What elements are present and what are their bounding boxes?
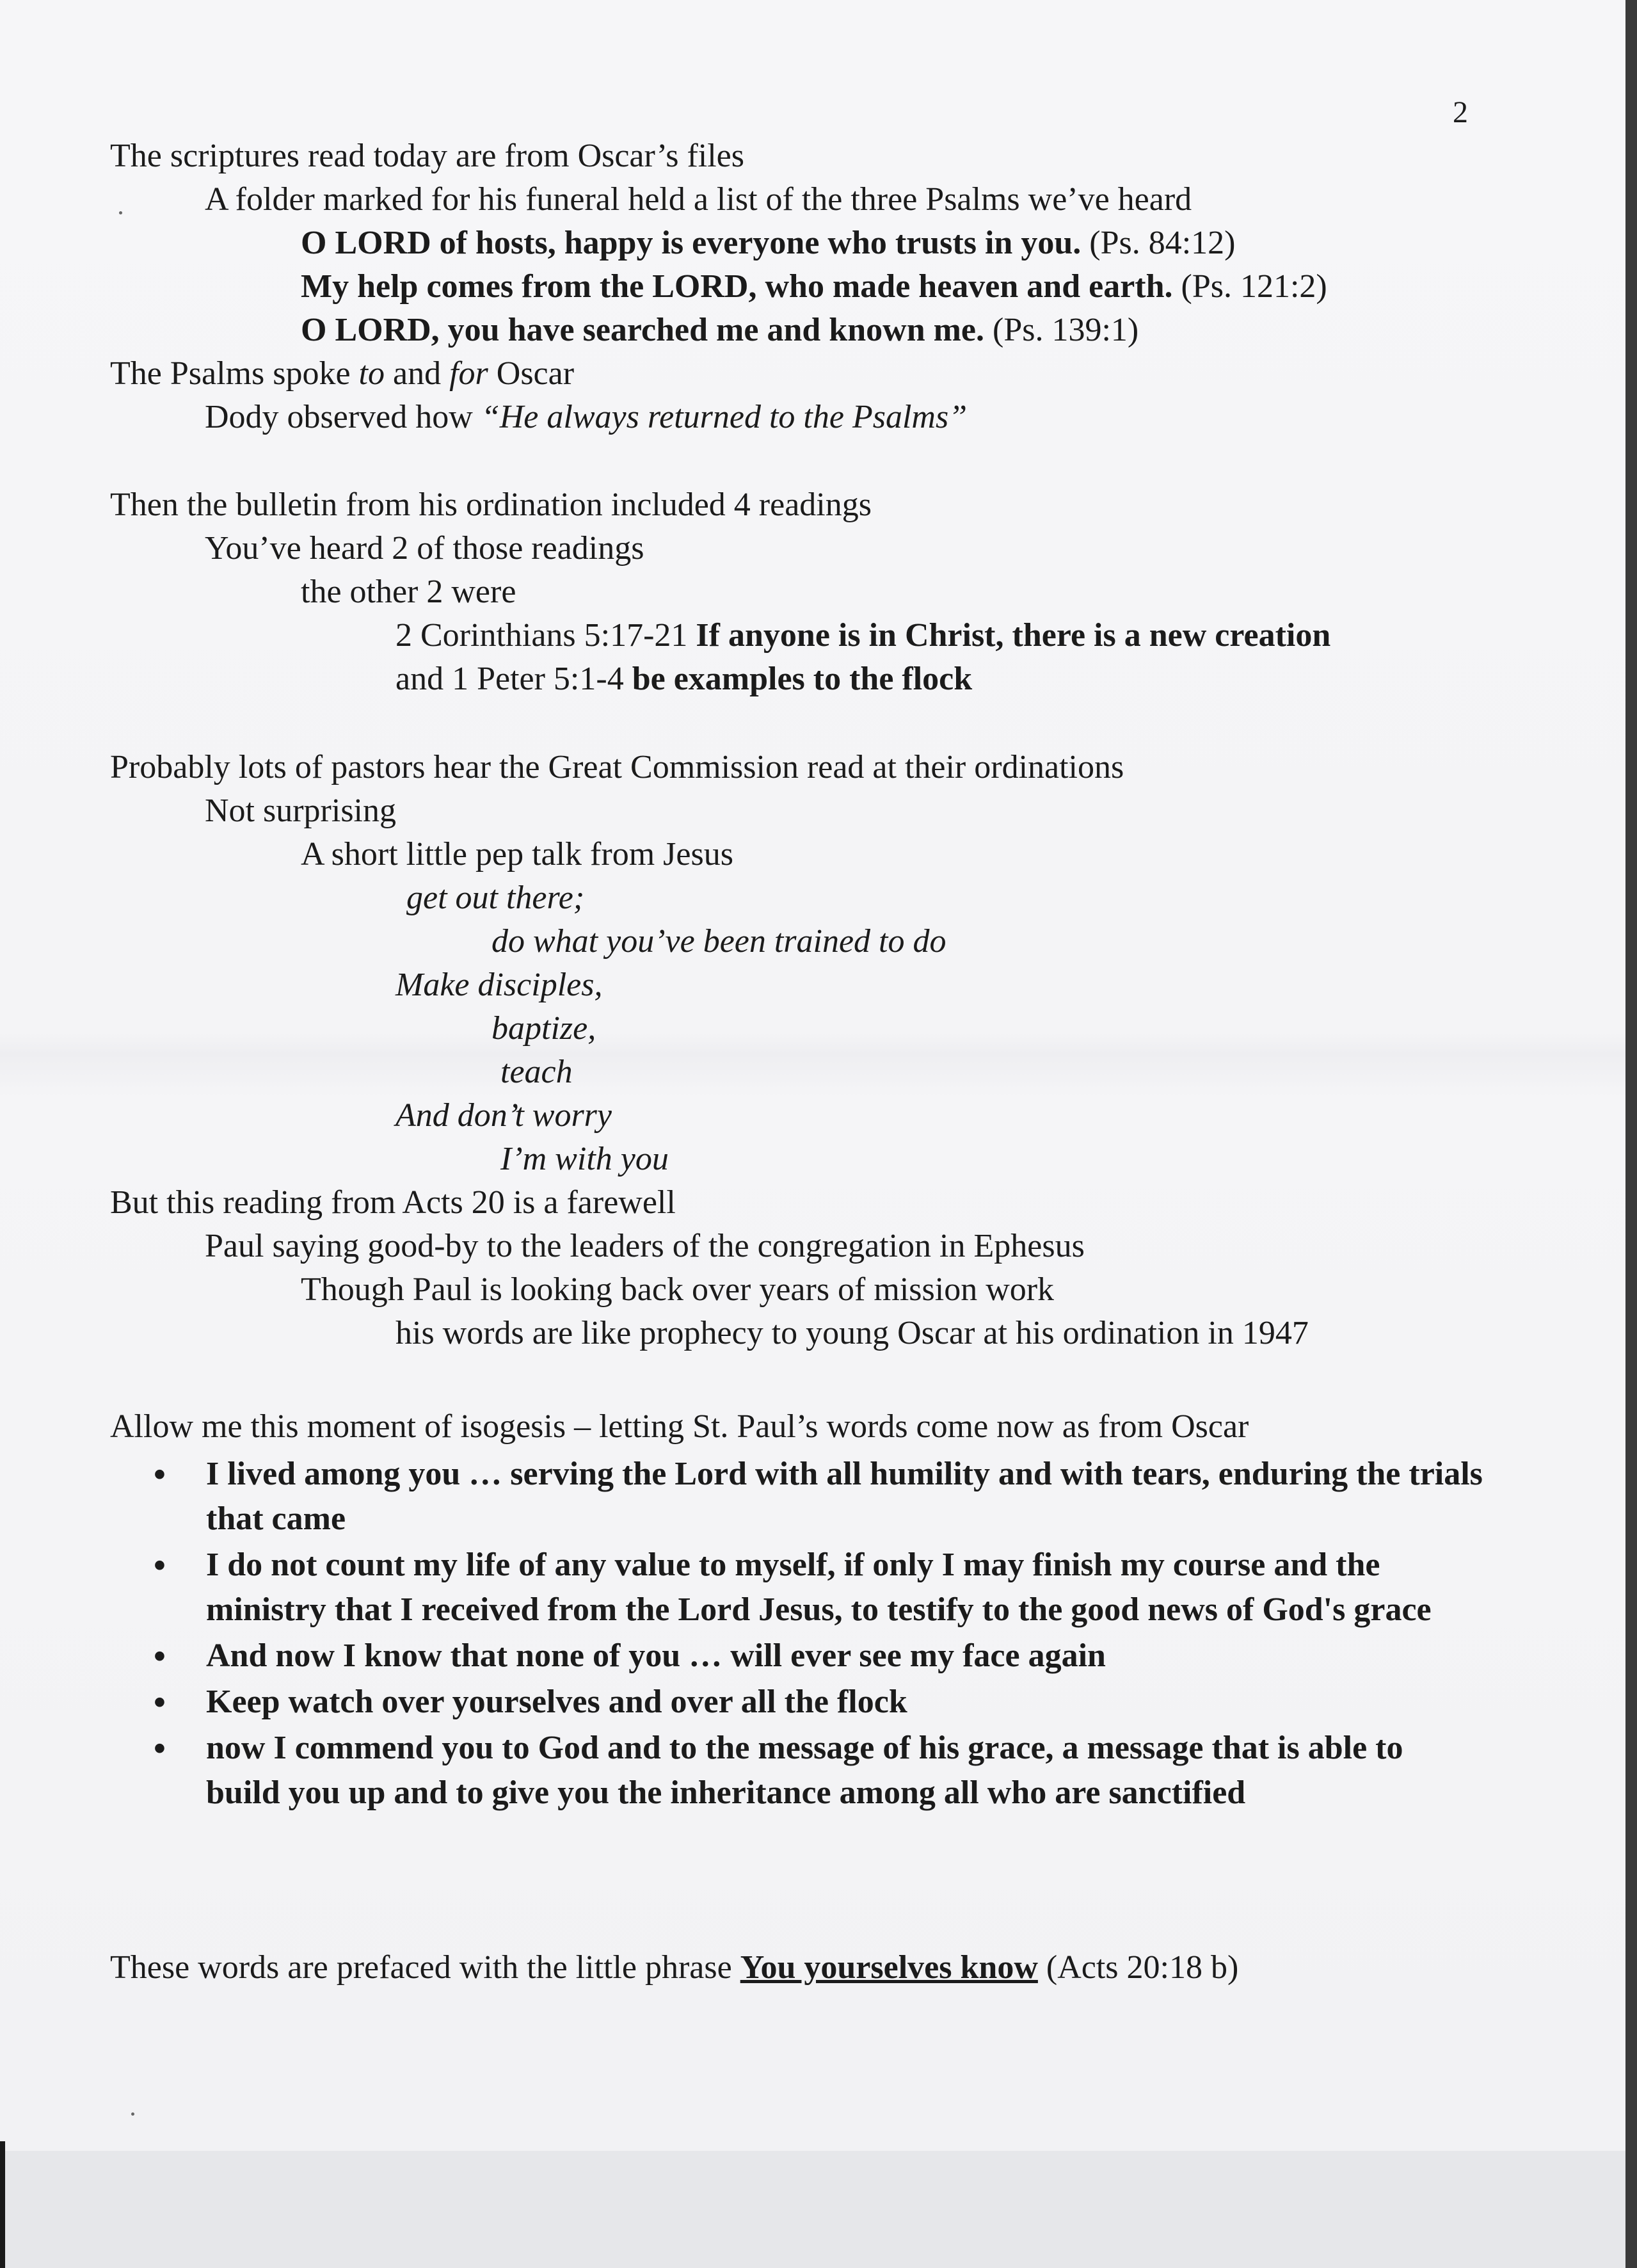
- reading-2-line: [395, 657, 972, 701]
- psalm-ref: (Ps. 121:2): [1181, 268, 1327, 305]
- dont-worry-line: [395, 1094, 612, 1138]
- scan-speck: [119, 211, 122, 214]
- prophecy-line: his words are like prophecy to young Oscar at his ordination in 1947: [395, 1315, 1309, 1351]
- page-number: 2: [1453, 95, 1468, 129]
- text-run-italic: for: [449, 355, 488, 392]
- underlined-phrase: You yourselves know: [740, 1949, 1038, 1986]
- pep-talk-line: A short little pep talk from Jesus: [301, 836, 733, 873]
- scan-left-edge: [0, 2141, 5, 2268]
- italic-text: baptize,: [491, 1010, 596, 1047]
- with-you-line: [500, 1138, 669, 1181]
- psalm-text: O LORD, you have searched me and known me.: [301, 312, 985, 348]
- text-run: Dody observed how: [205, 399, 481, 435]
- dody-quote: “He always returned to the Psalms”: [481, 399, 968, 435]
- psalm-line-1: [301, 221, 1236, 265]
- allow-line: Allow me this moment of isogesis – letting St. Paul’s words come now as from Oscar: [110, 1408, 1249, 1445]
- paul-line: Paul saying good-by to the leaders of the congregation in Ephesus: [205, 1228, 1085, 1264]
- italic-text: teach: [500, 1054, 573, 1090]
- list-item: • I lived among you … serving the Lord with all humility and with tears, enduring the trials that came: [154, 1452, 1485, 1541]
- italic-text: Make disciples,: [395, 967, 603, 1003]
- italic-text: do what you’ve been trained to do: [491, 923, 946, 960]
- italic-text: I’m with you: [500, 1141, 669, 1177]
- scan-bottom-margin: [0, 2151, 1625, 2268]
- reading-ref: 2 Corinthians 5:17-21: [395, 617, 696, 654]
- not-surprising-line: Not surprising: [205, 792, 396, 829]
- make-disciples-line: [395, 963, 602, 1007]
- bulletin-line: Then the bulletin from his ordination included 4 readings: [110, 487, 872, 523]
- baptize-line: [491, 1007, 596, 1050]
- scriptures-intro-line: The scriptures read today are from Oscar’s files: [110, 138, 744, 174]
- psalm-ref: (Ps. 139:1): [993, 312, 1139, 348]
- psalm-text: O LORD of hosts, happy is everyone who trusts in you.: [301, 225, 1082, 261]
- list-item: • now I commend you to God and to the message of his grace, a message that is able to build you up and to give you the inheritance among all who are sanctified: [154, 1726, 1485, 1815]
- probably-line: Probably lots of pastors hear the Great Commission read at their ordinations: [110, 749, 1124, 785]
- scan-speck: [131, 2112, 134, 2116]
- reading-text: If anyone is in Christ, there is a new creation: [696, 617, 1331, 654]
- paul-quote-list: [154, 1452, 1485, 1817]
- italic-text: And don’t worry: [395, 1097, 612, 1134]
- teach-line: [500, 1050, 573, 1094]
- text-run: and: [384, 355, 450, 392]
- dody-line: [205, 396, 967, 439]
- other-line: the other 2 were: [301, 574, 516, 610]
- text-run: (Acts 20:18 b): [1037, 1949, 1239, 1986]
- psalm-ref: (Ps. 84:12): [1089, 225, 1236, 261]
- scan-right-edge: [1625, 0, 1637, 2268]
- list-item: • I do not count my life of any value to myself, if only I may finish my course and the ministry that I received from the Lord Jesus, to testify to the good news of God's grace: [154, 1543, 1485, 1632]
- psalms-spoke-line: [110, 352, 574, 396]
- text-run: Oscar: [488, 355, 575, 392]
- looking-back-line: Though Paul is looking back over years of mission work: [301, 1271, 1055, 1308]
- farewell-line: But this reading from Acts 20 is a farewell: [110, 1184, 676, 1221]
- text-run-italic: to: [358, 355, 385, 392]
- heard-line: You’ve heard 2 of those readings: [205, 530, 644, 567]
- reading-ref: and 1 Peter 5:1-4: [395, 661, 632, 697]
- reading-1-line: [395, 614, 1330, 657]
- psalm-text: My help comes from the LORD, who made heaven and earth.: [301, 268, 1173, 305]
- list-item: • And now I know that none of you … will ever see my face again: [154, 1634, 1485, 1678]
- psalm-line-2: [301, 265, 1327, 309]
- do-what-line: [491, 920, 946, 963]
- italic-text: get out there;: [406, 880, 585, 916]
- get-out-line: [406, 876, 584, 920]
- folder-line: A folder marked for his funeral held a list of the three Psalms we’ve heard: [205, 181, 1192, 218]
- list-item: • Keep watch over yourselves and over all the flock: [154, 1680, 1485, 1725]
- preface-line: [110, 1946, 1238, 1990]
- text-run: These words are prefaced with the little phrase: [110, 1949, 740, 1986]
- text-run: The Psalms spoke: [110, 355, 359, 392]
- psalm-line-3: [301, 309, 1138, 352]
- reading-text: be examples to the flock: [632, 661, 973, 697]
